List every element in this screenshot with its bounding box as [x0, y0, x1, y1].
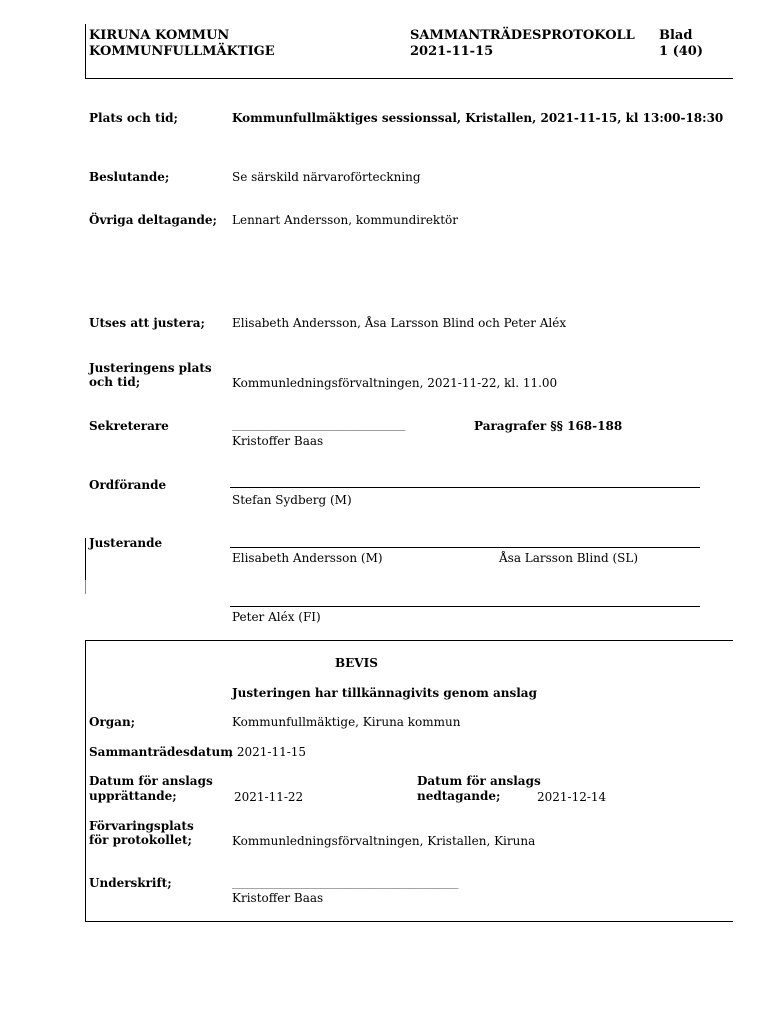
certificate-title: BEVIS	[335, 656, 378, 670]
section-divider	[85, 640, 733, 641]
deciding-label: Beslutande;	[89, 170, 170, 184]
place-label: Plats och tid;	[89, 111, 178, 125]
document-date: 2021-11-15	[410, 44, 494, 59]
signature-line: ______________________________________________	[232, 875, 458, 889]
adjust-place-label-1: Justeringens plats	[89, 361, 212, 375]
place-value: Kommunfullmäktiges sessionssal, Kristallen, 2021-11-15, kl 13:00-18:30	[232, 111, 724, 125]
header-left-border	[85, 24, 86, 78]
org-unit: KOMMUNFULLMÄKTIGE	[89, 44, 275, 59]
adjust-place-label-2: och tid;	[89, 375, 141, 389]
others-label: Övriga deltagande;	[89, 213, 217, 227]
certificate-subtitle: Justeringen har tillkännagivits genom anslag	[232, 686, 537, 700]
adjuster-name-1: Elisabeth Andersson (M)	[232, 551, 383, 565]
adjuster-signature-line-2	[230, 606, 700, 607]
removed-label-1: Datum för anslags	[417, 774, 541, 788]
meeting-date-label: Sammanträdesdatum	[89, 745, 233, 759]
paragraphs-label: Paragrafer §§ 168-188	[474, 419, 623, 433]
secretary-name: Kristoffer Baas	[232, 434, 324, 448]
certificate-bottom-border	[85, 921, 733, 922]
document-type: SAMMANTRÄDESPROTOKOLL	[410, 28, 635, 43]
deciding-value: Se särskild närvaroförteckning	[232, 170, 421, 184]
header-divider	[85, 78, 733, 79]
signature-name: Kristoffer Baas	[232, 891, 324, 905]
removed-label-2: nedtagande;	[417, 789, 501, 803]
chair-signature-line	[230, 487, 700, 488]
organ-label: Organ;	[89, 715, 136, 729]
storage-value: Kommunledningsförvaltningen, Kristallen, Kiruna	[232, 834, 536, 848]
signature-left-border-light	[85, 580, 86, 594]
removed-date: 2021-12-14	[537, 790, 607, 804]
others-value: Lennart Andersson, kommundirektör	[232, 213, 458, 227]
adjusters-value: Elisabeth Andersson, Åsa Larsson Blind och Peter Aléx	[232, 316, 567, 330]
adjuster-name-3: Peter Aléx (FI)	[232, 610, 321, 624]
certificate-left-border	[85, 640, 86, 922]
adjust-place-value: Kommunledningsförvaltningen, 2021-11-22, kl. 11.00	[232, 376, 558, 390]
adjuster-signature-line-1	[230, 547, 700, 548]
storage-label-1: Förvaringsplats	[89, 819, 194, 833]
secretary-signature-line: ________________________________	[232, 417, 405, 431]
signature-left-border	[85, 538, 86, 580]
meeting-date-value: ; 2021-11-15	[229, 745, 307, 759]
page-number: 1 (40)	[659, 44, 703, 59]
posted-date: 2021-11-22	[234, 790, 304, 804]
chair-name: Stefan Sydberg (M)	[232, 493, 352, 507]
adjuster-name-2: Åsa Larsson Blind (SL)	[499, 551, 639, 565]
page-label: Blad	[659, 28, 693, 43]
adjusters-label: Utses att justera;	[89, 316, 205, 330]
organ-value: Kommunfullmäktige, Kiruna kommun	[232, 715, 461, 729]
secretary-label: Sekreterare	[89, 419, 169, 433]
chair-label: Ordförande	[89, 478, 167, 492]
posted-label-1: Datum för anslags	[89, 774, 213, 788]
org-name: KIRUNA KOMMUN	[89, 28, 230, 43]
storage-label-2: för protokollet;	[89, 833, 192, 847]
posted-label-2: upprättande;	[89, 789, 177, 803]
adjusting-label: Justerande	[89, 536, 163, 550]
signature-label: Underskrift;	[89, 876, 172, 890]
